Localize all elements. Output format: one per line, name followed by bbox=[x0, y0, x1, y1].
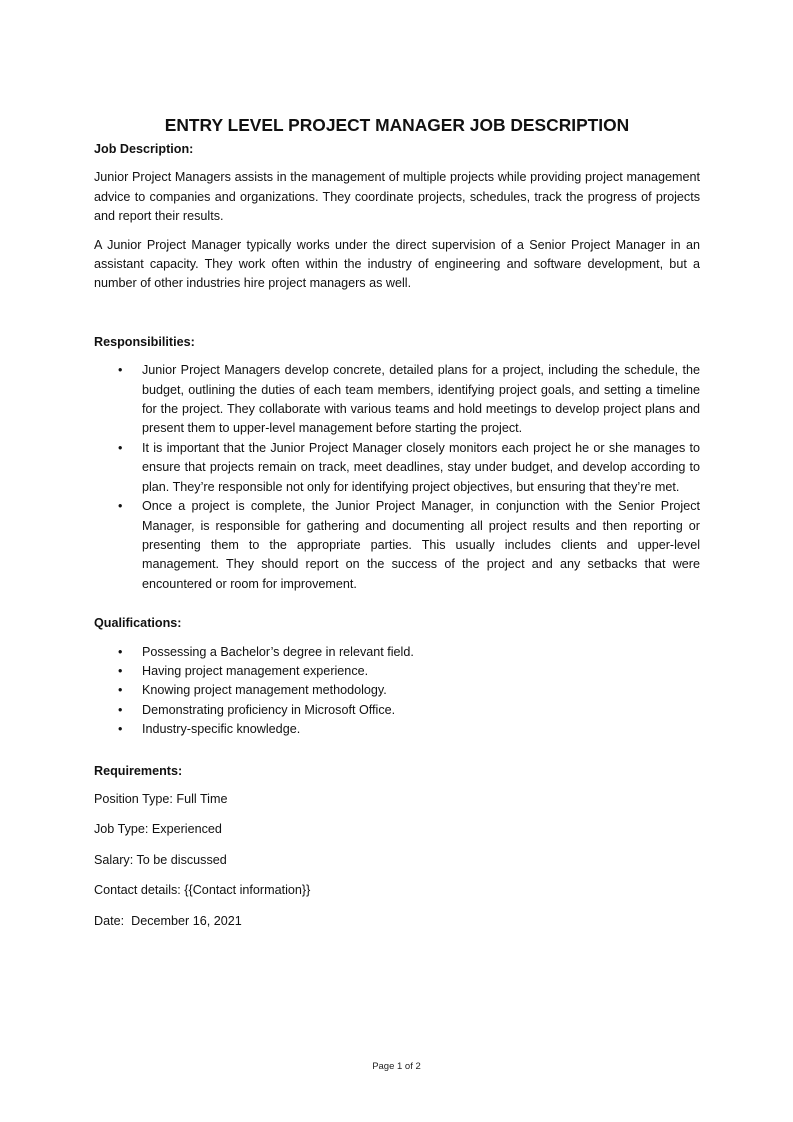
list-item bbox=[94, 720, 700, 739]
qualifications-list bbox=[94, 643, 700, 740]
job-description-paragraph: A Junior Project Manager typically works under the direct supervision of a Senior Project Manager in an assistant capacity. They work often within the industry of engineering and software development, but a number of other industries hire project managers as well. bbox=[94, 237, 700, 291]
document-body bbox=[94, 114, 700, 942]
contact-details-line: Contact details: {{Contact information}} bbox=[94, 883, 311, 898]
document-title: ENTRY LEVEL PROJECT MANAGER JOB DESCRIPTION bbox=[164, 115, 630, 135]
list-item bbox=[94, 701, 700, 720]
salary-line: Salary: To be discussed bbox=[94, 852, 227, 867]
job-description-heading: Job Description: bbox=[94, 142, 194, 156]
list-item bbox=[94, 643, 700, 662]
bullet-icon: • bbox=[118, 722, 123, 737]
bullet-icon: • bbox=[118, 440, 123, 455]
list-item-text: Once a project is complete, the Junior Project Manager, in conjunction with the Senior Project Manager, is responsible for gathering and documenting all project results and then reporting or presenting them to the appropriate parties. This usually includes clients and upper-level management. They should report on the success of the project and any setbacks that were encountered or room for improvement. bbox=[142, 499, 700, 591]
requirements-heading: Requirements: bbox=[94, 763, 183, 778]
bullet-icon: • bbox=[118, 663, 123, 678]
date-line: Date: December 16, 2021 bbox=[94, 913, 242, 928]
list-item-text: Junior Project Managers develop concrete, detailed plans for a project, including the schedule, the budget, outlining the duties of each team members, identifying project goals, and setting a timeline for the project. They collaborate with various teams and hold meetings to develop project plans and present them to upper-level management before starting the project. bbox=[142, 363, 700, 436]
responsibilities-list bbox=[94, 361, 700, 594]
job-type-line: Job Type: Experienced bbox=[94, 822, 222, 837]
bullet-icon: • bbox=[118, 499, 123, 514]
responsibilities-heading: Responsibilities: bbox=[94, 334, 195, 349]
list-item bbox=[94, 497, 700, 594]
job-description-paragraph: Junior Project Managers assists in the management of multiple projects while providing project management advice to companies and organizations. They coordinate projects, schedules, track the progress of projects and report their results. bbox=[94, 170, 700, 224]
list-item-text: Demonstrating proficiency in Microsoft Office. bbox=[142, 702, 396, 717]
list-item-text: It is important that the Junior Project Manager closely monitors each project he or she manages to ensure that projects remain on track, meet deadlines, stay under budget, and develop according to plan. They’re responsible not only for identifying project objectives, but ensuring that they’re met. bbox=[142, 440, 700, 494]
position-type-line: Position Type: Full Time bbox=[94, 791, 228, 806]
bullet-icon: • bbox=[118, 644, 123, 659]
qualifications-heading: Qualifications: bbox=[94, 616, 182, 631]
bullet-icon: • bbox=[118, 683, 123, 698]
list-item-text: Possessing a Bachelor’s degree in relevant field. bbox=[142, 644, 414, 659]
bullet-icon: • bbox=[118, 702, 123, 717]
list-item bbox=[94, 439, 700, 497]
bullet-icon: • bbox=[118, 363, 123, 378]
list-item-text: Knowing project management methodology. bbox=[142, 683, 387, 698]
list-item bbox=[94, 681, 700, 700]
page-number-footer: Page 1 of 2 bbox=[372, 1061, 421, 1072]
list-item-text: Industry-specific knowledge. bbox=[142, 722, 301, 737]
list-item bbox=[94, 662, 700, 681]
list-item-text: Having project management experience. bbox=[142, 663, 369, 678]
list-item bbox=[94, 361, 700, 439]
